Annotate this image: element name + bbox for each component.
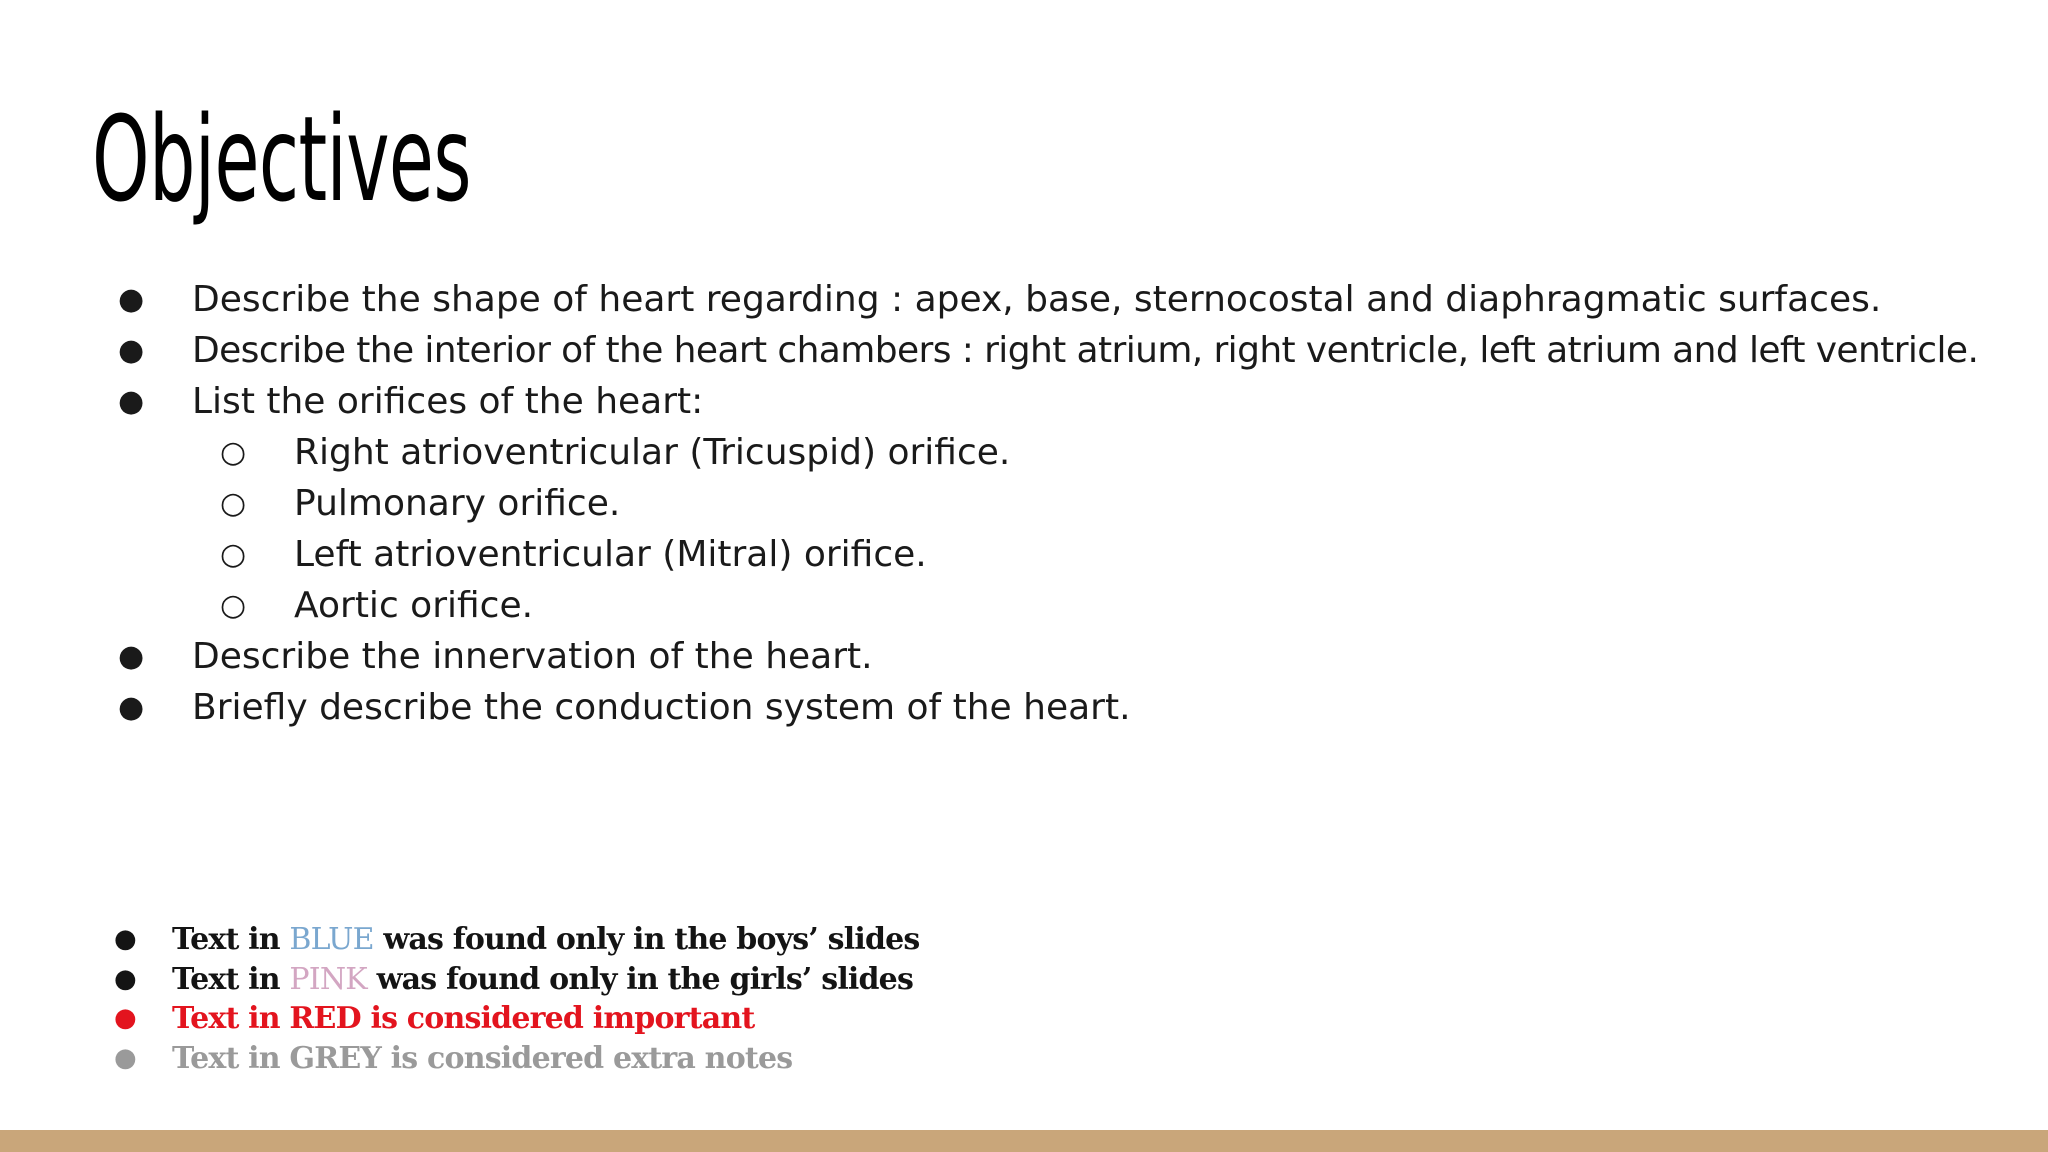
- objective-text: Briefly describe the conduction system of the heart.: [192, 687, 1131, 728]
- orifice-text: Aortic orifice.: [294, 585, 534, 626]
- bullet-icon: ●: [114, 1042, 137, 1073]
- orifice-text: Left atrioventricular (Mitral) orifice.: [294, 534, 927, 575]
- bullet-icon: ●: [114, 924, 137, 954]
- bullet-icon: ●: [118, 333, 145, 368]
- bullet-icon: ●: [114, 1003, 137, 1033]
- sub-bullet-icon: ○: [220, 435, 247, 470]
- legend-item-grey: [0, 1039, 2048, 1079]
- footer-bar: [0, 1130, 2048, 1152]
- sub-bullet-icon: ○: [220, 537, 247, 572]
- legend-pink-word: PINK: [289, 961, 367, 997]
- objective-item: [0, 682, 2048, 733]
- objectives-list: [0, 274, 2048, 733]
- bullet-icon: ●: [118, 282, 145, 317]
- legend-suffix: was found only in the girls’ slides: [366, 961, 914, 997]
- legend-text: [172, 960, 913, 1000]
- objective-text: List the orifices of the heart:: [192, 381, 704, 422]
- orifice-text: Right atrioventricular (Tricuspid) orifice.: [294, 432, 1011, 473]
- objective-item: [0, 274, 2048, 325]
- objective-item: [0, 631, 2048, 682]
- objective-text: Describe the interior of the heart chambers : right atrium, right ventricle, left atrium and left ventricle.: [192, 330, 1979, 371]
- objective-text: Describe the innervation of the heart.: [192, 636, 873, 677]
- legend-blue-word: BLUE: [289, 922, 374, 957]
- legend-item-pink: [0, 960, 2048, 1000]
- bullet-icon: ●: [114, 963, 137, 994]
- sub-bullet-icon: ○: [220, 486, 247, 521]
- color-legend: [0, 920, 2048, 1078]
- bullet-icon: ●: [118, 690, 145, 725]
- orifice-item: [0, 478, 2048, 529]
- legend-text: Text in GREY is considered extra notes: [172, 1040, 793, 1076]
- legend-text: Text in RED is considered important: [172, 1001, 755, 1036]
- orifice-text: Pulmonary orifice.: [294, 483, 621, 524]
- bullet-icon: ●: [118, 639, 145, 674]
- legend-text: [172, 920, 920, 960]
- legend-suffix: was found only in the boys’ slides: [373, 922, 920, 957]
- objective-text: Describe the shape of heart regarding : apex, base, sternocostal and diaphragmatic surfaces.: [192, 279, 1882, 320]
- orifice-item: [0, 529, 2048, 580]
- objective-item: [0, 325, 2048, 376]
- legend-item-red: [0, 999, 2048, 1039]
- legend-prefix: Text in: [172, 961, 290, 997]
- legend-prefix: Text in: [172, 922, 290, 957]
- slide-title: Objectives: [92, 90, 471, 228]
- orifice-item: [0, 427, 2048, 478]
- objective-item: [0, 376, 2048, 427]
- bullet-icon: ●: [118, 384, 145, 419]
- legend-item-blue: [0, 920, 2048, 960]
- orifice-item: [0, 580, 2048, 631]
- sub-bullet-icon: ○: [220, 588, 247, 623]
